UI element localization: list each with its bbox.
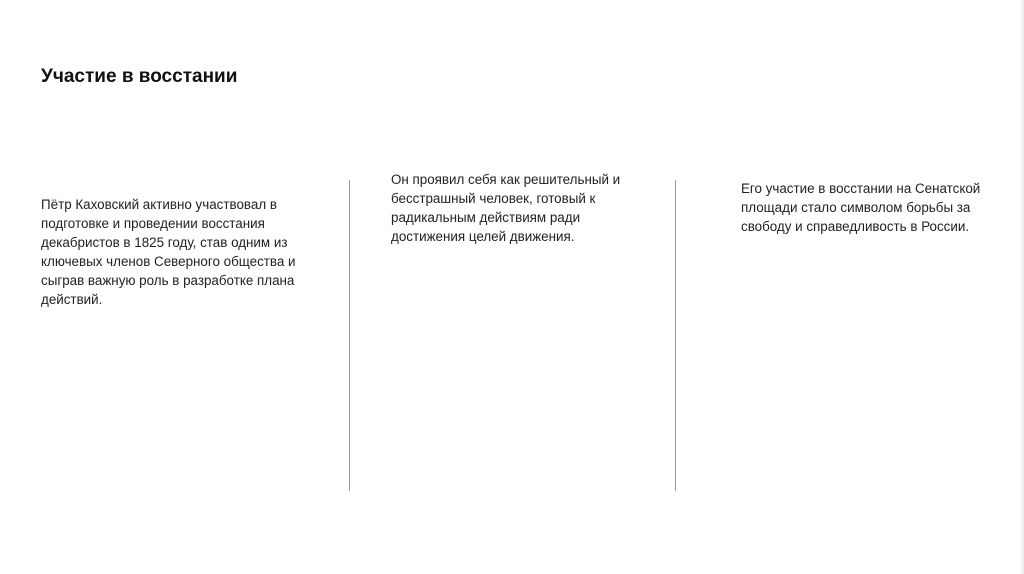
column-divider-1	[349, 180, 350, 491]
column-divider-2	[675, 180, 676, 491]
slide-edge-shadow	[1020, 0, 1024, 574]
slide-title: Участие в восстании	[41, 66, 238, 87]
column-text-1: Пётр Каховский активно участвовал в подготовке и проведении восстания декабристов в 1825 году, став одним из ключевых членов Северного общества и сыграв важную роль в разработке плана действий.	[41, 197, 296, 307]
column-text-3: Его участие в восстании на Сенатской площади стало символом борьбы за свободу и справедливость в России.	[741, 181, 981, 234]
column-text-2: Он проявил себя как решительный и бесстрашный человек, готовый к радикальным действиям ради достижения целей движения.	[391, 172, 621, 244]
